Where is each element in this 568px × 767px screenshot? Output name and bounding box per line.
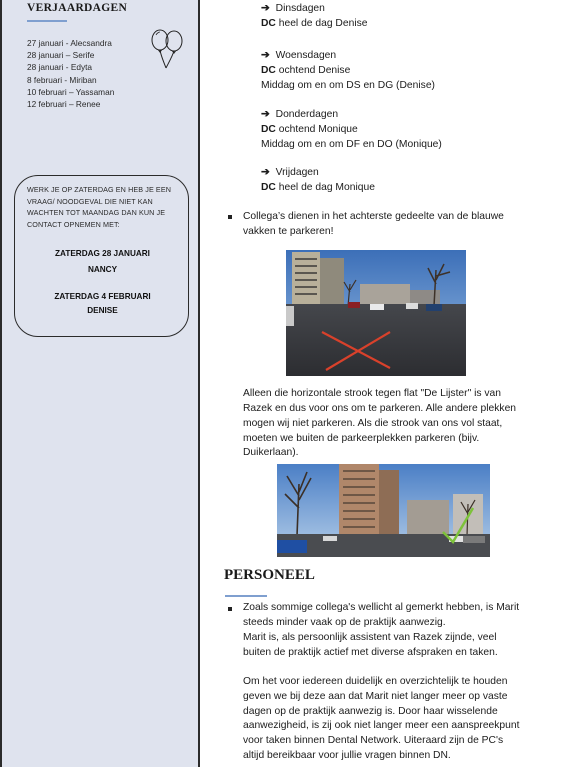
personnel-paragraph-line: Zoals sommige collega's wellicht al gemerkt hebben, is Marit: [243, 602, 520, 613]
personnel-paragraph-line: Om het voor iedereen duidelijk en overzichtelijk te houden: [243, 676, 508, 687]
arrow-right-icon: ➔: [261, 167, 270, 178]
schedule-day: ➔ Vrijdagen: [261, 167, 319, 178]
parking-paragraph-line: moeten we buiten de parkeerplekken parkeren (bijv.: [243, 433, 480, 444]
schedule-day: ➔ Woensdagen: [261, 50, 337, 61]
parking-paragraph-line: Razek en dus voor ons om te parkeren. Alle andere plekken: [243, 403, 517, 414]
parking-paragraph-line: mogen wij niet parkeren. Als die strook van ons vol staat,: [243, 418, 503, 429]
personnel-paragraph-line: altijd bereikbaar voor jullie vragen binnen DN.: [243, 750, 451, 761]
section-title-underline: [225, 595, 267, 597]
personnel-paragraph-line: buiten de praktijk actief met diverse afspraken en taken.: [243, 647, 498, 658]
balloons-icon: [149, 28, 185, 70]
parking-instruction-line: Collega’s dienen in het achterste gedeelte van de blauwe: [243, 211, 504, 222]
schedule-dc-line: DC ochtend Denise: [261, 65, 351, 76]
section-title-personeel: PERSONEEL: [224, 567, 315, 583]
schedule-dc-line: DC heel de dag Monique: [261, 182, 375, 193]
parking-paragraph-line: Alleen die horizontale strook tegen flat "De Lijster" is van: [243, 388, 502, 399]
saturday-contact-text: WERK JE OP ZATERDAG EN HEB JE EEN VRAAG/ NOODGEVAL DIE NIET KAN WACHTEN TOT MAANDAG DAN KUN JE CONTACT OPNEMEN MET:: [27, 185, 172, 229]
saturday-date-1: ZATERDAG 28 JANUARI: [55, 249, 150, 258]
arrow-right-icon: ➔: [261, 50, 270, 61]
birthdays-list: [27, 37, 114, 110]
birthday-item: 10 februari – Yassaman: [27, 86, 115, 97]
schedule-dc-line: DC heel de dag Denise: [261, 18, 368, 29]
birthday-item: 8 februari - Miriban: [27, 74, 97, 85]
saturday-contact-1: NANCY: [87, 265, 118, 274]
personnel-paragraph-line: Marit is, als persoonlijk assistent van Razek zijnde, veel: [243, 632, 497, 643]
birthday-item: 28 januari - Edyta: [27, 62, 93, 73]
birthday-item: 27 januari - Alecsandra: [27, 38, 112, 48]
schedule-extra-line: Middag om en om DS en DG (Denise): [261, 80, 435, 91]
birthday-item: 12 februari – Renee: [27, 99, 101, 110]
sidebar-border: [0, 0, 2, 767]
bullet-icon: [228, 215, 232, 219]
saturday-contact-2: DENISE: [87, 306, 118, 315]
arrow-right-icon: ➔: [261, 3, 270, 14]
birthdays-title: VERJAARDAGEN: [27, 2, 128, 14]
personnel-paragraph-line: aanwezigheid, is zij ook niet langer meer een aanspreekpunt: [243, 720, 520, 731]
saturday-date-2: ZATERDAG 4 FEBRUARI: [54, 292, 151, 301]
personnel-paragraph-line: voor taken binnen Dental Network. Uiteraard zijn de PC's: [243, 735, 504, 746]
personnel-paragraph-line: geven we bij deze aan dat Marit niet langer meer op vaste: [243, 691, 508, 702]
personnel-paragraph-line: steeds minder vaak op de praktijk aanwezig.: [243, 617, 446, 628]
schedule-dc-line: DC ochtend Monique: [261, 124, 358, 135]
arrow-right-icon: ➔: [261, 109, 270, 120]
schedule-day: ➔ Donderdagen: [261, 109, 339, 120]
parking-photo-1: [286, 250, 466, 376]
saturday-contact-box: [14, 175, 189, 337]
bullet-icon: [228, 607, 232, 611]
parking-photo-2: [277, 464, 490, 557]
birthday-item: 28 januari – Serife: [27, 50, 95, 61]
personnel-paragraph-line: dagen op de praktijk aanwezig is. Door haar wisselende: [243, 706, 498, 717]
sidebar: [0, 0, 200, 767]
parking-paragraph-line: Duikerlaan).: [243, 447, 299, 458]
parking-instruction-line: vakken te parkeren!: [243, 226, 334, 237]
birthdays-title-underline: [27, 20, 67, 22]
schedule-extra-line: Middag om en om DF en DO (Monique): [261, 139, 442, 150]
schedule-day: ➔ Dinsdagen: [261, 3, 325, 14]
